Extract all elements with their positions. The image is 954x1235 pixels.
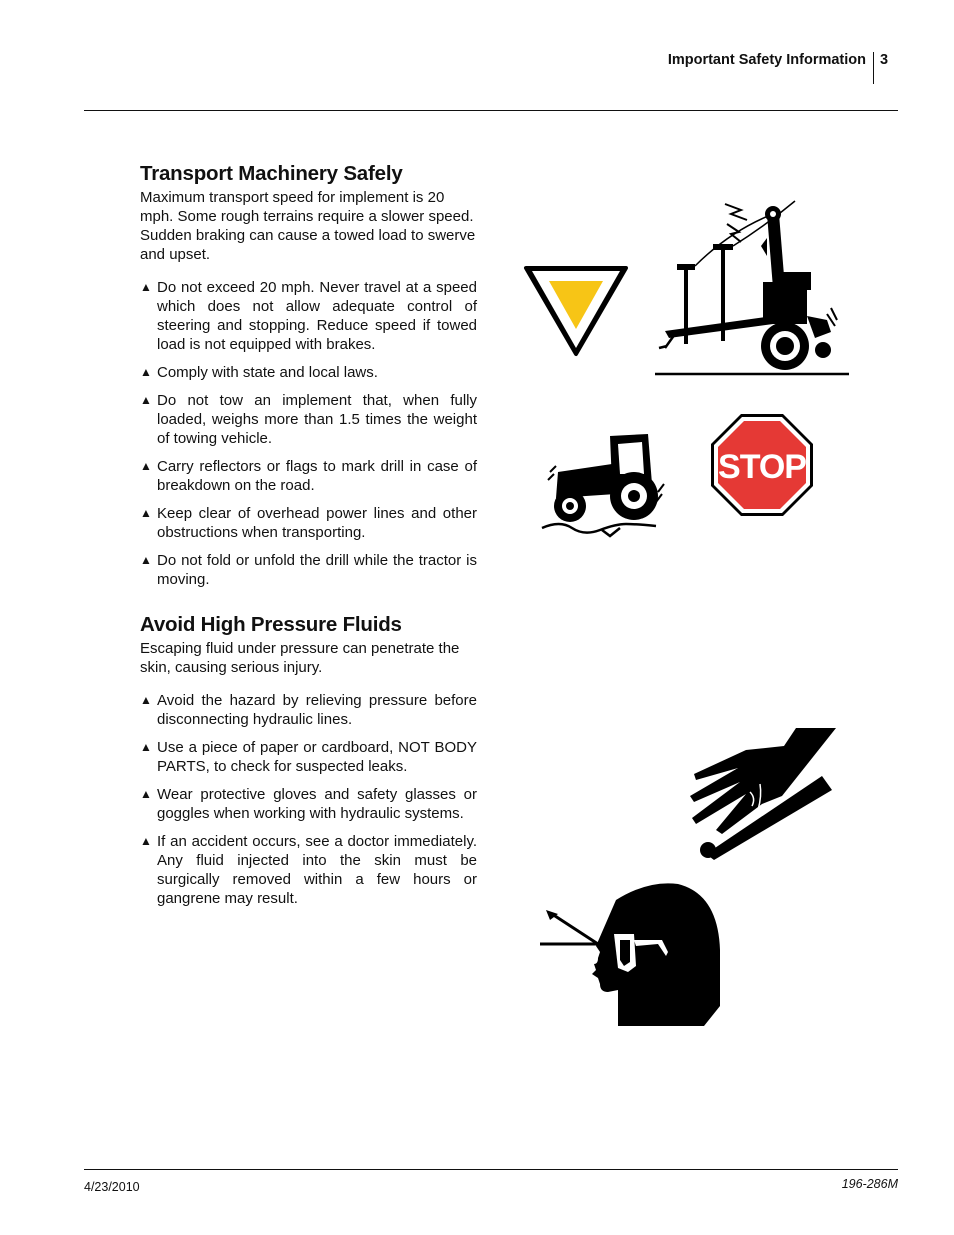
section-title: Avoid High Pressure Fluids <box>140 613 402 636</box>
bullet-triangle-icon: ▲ <box>140 506 152 520</box>
bullet-triangle-icon: ▲ <box>140 693 152 707</box>
safety-glasses-head-icon <box>538 880 722 1028</box>
list-item: ▲ Do not exceed 20 mph. Never travel at a speed which does not allow adequate control of steering and stopping. Reduce speed if towed load is not equipped with brakes. <box>140 279 477 353</box>
bullet-triangle-icon: ▲ <box>140 834 152 848</box>
footer-document-code: 196-286M <box>841 1177 898 1191</box>
header-separator <box>873 52 874 84</box>
yield-sign-icon <box>522 264 630 358</box>
bullet-triangle-icon: ▲ <box>140 740 152 754</box>
section-transport <box>140 162 477 598</box>
list-item: ▲ If an accident occurs, see a doctor immediately. Any fluid injected into the skin must be surgically removed within a few hours or gangrene may result. <box>140 833 477 907</box>
bullet-triangle-icon: ▲ <box>140 553 152 567</box>
hand-hydraulic-leak-icon <box>686 726 838 860</box>
page-number: 3 <box>880 52 889 68</box>
list-item: ▲ Avoid the hazard by relieving pressure before disconnecting hydraulic lines. <box>140 692 477 728</box>
stop-sign-icon <box>710 413 814 517</box>
header-rule <box>84 110 898 111</box>
footer-rule <box>84 1169 898 1170</box>
list-item: ▲ Use a piece of paper or cardboard, NOT BODY PARTS, to check for suspected leaks. <box>140 739 477 775</box>
list-item: ▲ Do not tow an implement that, when fully loaded, weighs more than 1.5 times the weight of towing vehicle. <box>140 392 477 447</box>
list-item: ▲ Carry reflectors or flags to mark drill in case of breakdown on the road. <box>140 458 477 494</box>
list-item: ▲ Wear protective gloves and safety glasses or goggles when working with hydraulic systems. <box>140 786 477 822</box>
bullet-triangle-icon: ▲ <box>140 280 152 294</box>
running-header-title: Important Safety Information <box>667 52 866 68</box>
tractor-rough-terrain-icon <box>540 432 668 538</box>
bullet-list <box>140 691 477 908</box>
power-line-drill-icon <box>655 196 851 378</box>
bullet-triangle-icon: ▲ <box>140 787 152 801</box>
bullet-triangle-icon: ▲ <box>140 393 152 407</box>
list-item: ▲ Comply with state and local laws. <box>140 364 378 381</box>
bullet-list <box>140 278 477 589</box>
bullet-triangle-icon: ▲ <box>140 459 152 473</box>
section-intro: Maximum transport speed for implement is 20 mph. Some rough terrains require a slower speed. Sudden braking can cause a towed load to swerve and upset. <box>140 189 476 263</box>
list-item: ▲ Do not fold or unfold the drill while the tractor is moving. <box>140 552 477 588</box>
stop-sign-text: STOP <box>718 448 806 486</box>
section-title: Transport Machinery Safely <box>140 162 403 185</box>
bullet-triangle-icon: ▲ <box>140 365 152 379</box>
footer-date: 4/23/2010 <box>84 1180 140 1194</box>
section-intro: Escaping fluid under pressure can penetrate the skin, causing serious injury. <box>140 640 460 676</box>
list-item: ▲ Keep clear of overhead power lines and other obstructions when transporting. <box>140 505 477 541</box>
section-high-pressure <box>140 613 477 917</box>
